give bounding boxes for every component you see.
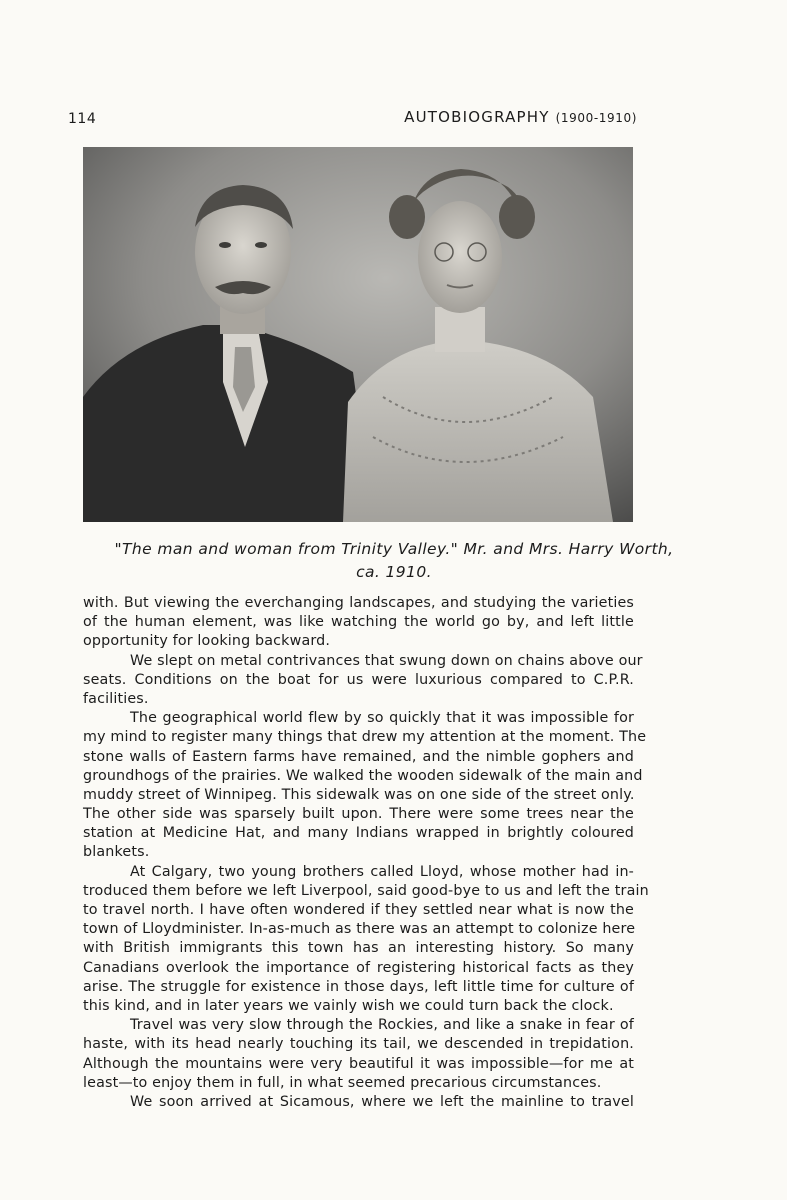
text-line: arise. The struggle for existence in those days, left little time for culture of — [83, 978, 634, 995]
text-line: with. But viewing the everchanging landscapes, and studying the varieties — [83, 595, 634, 611]
caption-line: ca. 1910. — [356, 563, 432, 581]
text-line: least—to enjoy them in full, in what seemed precarious circumstances. — [83, 1074, 602, 1091]
text-line: facilities. — [83, 690, 149, 707]
text-line: The geographical world flew by so quickly that it was impossible for — [130, 710, 634, 727]
photo-caption — [60, 538, 728, 584]
text-line: to travel north. I have often wondered if they settled near what is now the — [83, 902, 634, 918]
text-line: this kind, and in later years we vainly wish we could turn back the clock. — [83, 997, 614, 1014]
running-head — [404, 108, 637, 126]
body-text — [83, 594, 649, 1112]
text-line: groundhogs of the prairies. We walked the wooden sidewalk of the main and — [83, 767, 643, 784]
text-line: seats. Conditions on the boat for us were luxurious compared to C.P.R. — [83, 671, 634, 688]
text-line: muddy street of Winnipeg. This sidewalk was on one side of the street only. — [83, 786, 635, 803]
text-line: stone walls of Eastern farms have remained, and the nimble gophers and — [83, 748, 634, 765]
text-line: haste, with its head nearly touching its tail, we descended in trepidation. — [83, 1036, 634, 1053]
text-line: with British immigrants this town has an interesting history. So many — [83, 940, 634, 957]
running-years: (1900-1910) — [555, 111, 637, 125]
text-line: town of Lloydminister. In-as-much as there was an attempt to colonize here — [83, 921, 636, 938]
caption-line: "The man and woman from Trinity Valley." Mr. and Mrs. Harry Worth, — [114, 540, 674, 558]
text-line: Although the mountains were very beautiful it was impossible—for me at — [83, 1055, 634, 1072]
text-line: At Calgary, two young brothers called Lloyd, whose mother had in- — [130, 863, 634, 880]
text-line: opportunity for looking backward. — [83, 633, 331, 650]
text-line: Travel was very slow through the Rockies, and like a snake in fear of — [130, 1017, 634, 1034]
text-line: We slept on metal contrivances that swung down on chains above our — [130, 652, 643, 669]
page-number: 114 — [68, 111, 97, 127]
portrait-photograph — [83, 147, 633, 522]
running-title: AUTOBIOGRAPHY — [404, 108, 550, 126]
text-line: my mind to register many things that drew my attention at the moment. The — [83, 729, 647, 746]
portrait-illustration — [83, 147, 633, 522]
text-line: Canadians overlook the importance of registering historical facts as they — [83, 959, 634, 976]
text-line: station at Medicine Hat, and many Indians wrapped in brightly coloured — [83, 825, 634, 842]
text-line: blankets. — [83, 844, 150, 861]
text-line: We soon arrived at Sicamous, where we left the mainline to travel — [130, 1093, 634, 1110]
text-line: of the human element, was like watching the world go by, and left little — [83, 614, 634, 631]
text-line: troduced them before we left Liverpool, said good-bye to us and left the train — [83, 882, 649, 899]
text-line: The other side was sparsely built upon. There were some trees near the — [83, 806, 634, 823]
